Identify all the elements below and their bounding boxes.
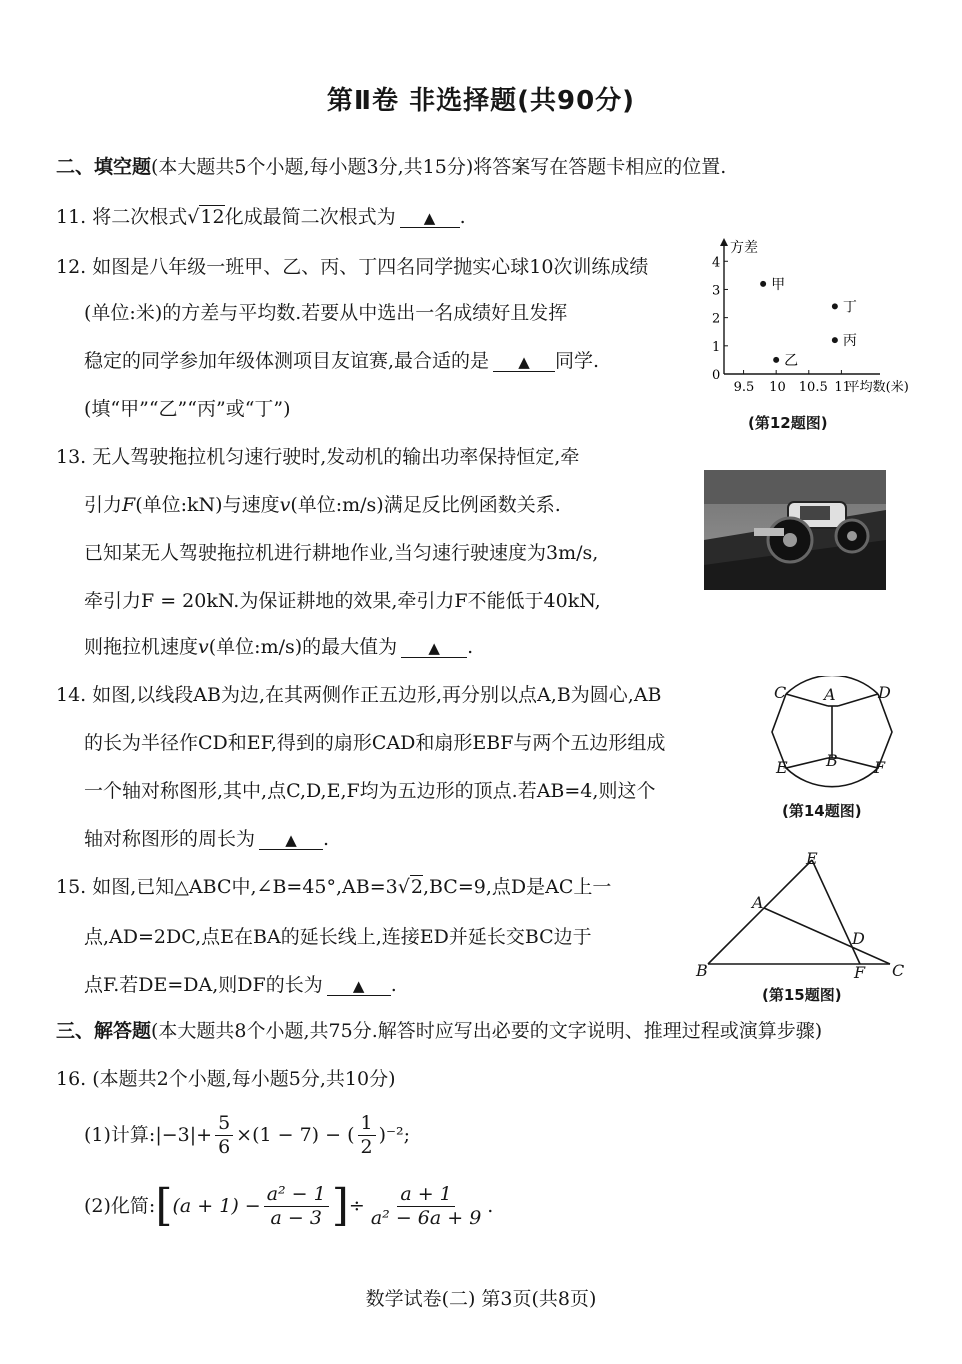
pentagon-left — [772, 694, 828, 768]
segment-EF — [812, 860, 860, 964]
section2-heading — [56, 156, 726, 179]
q15-caption: (第15题图) — [762, 986, 842, 1004]
section3-head: 三、解答题 — [56, 1020, 152, 1042]
period: . — [487, 1195, 494, 1217]
label-A: A — [824, 685, 836, 704]
y-tick-label: 0 — [712, 368, 721, 383]
q13-text: 引力 — [84, 494, 123, 516]
data-point — [773, 357, 779, 363]
x-tick-label: 11 — [834, 380, 851, 395]
q13-line4: 牵引力F = 20kN.为保证耕地的效果,牵引力F不能低于40kN, — [84, 590, 601, 612]
q11-radicand: 12 — [200, 206, 225, 228]
tractor-photo — [704, 470, 886, 590]
pentagon-left-top — [786, 694, 828, 706]
q14-line2: 的长为半径作CD和EF,得到的扇形CAD和扇形EBF与两个五边形组成 — [84, 732, 666, 754]
left-bracket: [ — [155, 1180, 173, 1231]
q16-p2-label: (2)化简: — [84, 1195, 156, 1217]
label-F: F — [854, 963, 866, 978]
q13-line1: 13. 无人驾驶拖拉机匀速行驶时,发动机的输出功率保持恒定,牵 — [56, 446, 580, 468]
frac-den: a² − 6a + 9 — [370, 1206, 482, 1229]
label-D: D — [852, 929, 865, 948]
q13-text: (单位:m/s)的最大值为 — [208, 636, 398, 658]
q12-line3-text: 稳定的同学参加年级体测项目友谊赛,最合适的是 — [84, 350, 490, 372]
answer-blank: ▲ — [259, 832, 323, 850]
q16-part2 — [84, 1180, 493, 1233]
label-F: F — [874, 758, 886, 777]
y-axis-arrow — [720, 238, 728, 246]
q16-head: 16. (本题共2个小题,每小题5分,共10分) — [56, 1068, 396, 1090]
frac-num: 5 — [215, 1112, 233, 1136]
frac-den: 2 — [360, 1135, 373, 1158]
q15-line2: 点,AD=2DC,点E在BA的延长线上,连接ED并延长交BC边于 — [84, 926, 592, 948]
frac-den: 6 — [218, 1135, 231, 1158]
frac-num: a² − 1 — [264, 1183, 329, 1207]
fraction — [264, 1183, 329, 1230]
x-tick-label: 10.5 — [798, 380, 828, 395]
label-A: A — [752, 893, 764, 912]
fraction — [215, 1112, 233, 1159]
y-tick-label: 2 — [712, 311, 721, 327]
label-E: E — [776, 758, 788, 777]
fraction — [358, 1112, 376, 1159]
frac-num: 1 — [358, 1112, 376, 1136]
pentagon-right — [838, 694, 892, 768]
label-E: E — [806, 850, 818, 868]
q16-p1-exp: )⁻²; — [378, 1123, 411, 1146]
q15-text: ,BC=9,点D是AC上一 — [422, 876, 612, 898]
divide-sign: ÷ — [348, 1195, 365, 1217]
page-footer: 数学试卷(二) 第3页(共8页) — [365, 1288, 597, 1310]
q12-line3-post: 同学. — [555, 350, 600, 372]
frac-num: a + 1 — [397, 1183, 454, 1207]
q14-caption: (第14题图) — [782, 802, 862, 820]
sqrt-symbol: √ — [187, 206, 200, 228]
q11-text: 11. 将二次根式 — [56, 206, 188, 228]
q15-figure — [694, 850, 910, 978]
point-label: 丙 — [842, 333, 857, 350]
data-point — [832, 303, 838, 309]
y-tick-label: 4 — [712, 255, 721, 271]
q13-line3: 已知某无人驾驶拖拉机进行耕地作业,当匀速行驶速度为3m/s, — [84, 542, 599, 564]
arc-EF — [786, 768, 878, 787]
x-tick-label: 9.5 — [733, 380, 755, 395]
label-B: B — [826, 751, 838, 770]
y-tick-label: 3 — [712, 283, 721, 299]
q16-p1-mid: ×(1 − 7) − ( — [236, 1123, 355, 1146]
q12-line4: (填“甲”“乙”“丙”或“丁”) — [84, 398, 291, 420]
q13-line2 — [84, 494, 561, 517]
q14-line4-text: 轴对称图形的周长为 — [84, 828, 256, 850]
q15-line3: 点F.若DE=DA,则DF的长为 ▲ . — [84, 974, 397, 996]
q16-p1-abs: |−3|+ — [155, 1123, 213, 1146]
label-C: C — [892, 961, 905, 978]
section2-head: 二、填空题 — [56, 156, 152, 178]
right-bracket: ] — [331, 1180, 349, 1231]
q14-line4: 轴对称图形的周长为 ▲ . — [84, 828, 330, 850]
q15-text: 15. 如图,已知△ABC中,∠B=45°,AB=3 — [56, 876, 398, 898]
q12-caption: (第12题图) — [748, 414, 828, 432]
section2-desc: (本大题共5个小题,每小题3分,共15分)将答案写在答题卡相应的位置. — [151, 156, 727, 178]
x-tick-label: 10 — [769, 380, 786, 395]
q14-figure — [766, 676, 900, 796]
q12-scatter-chart — [690, 236, 930, 404]
data-point — [760, 281, 766, 287]
q11-text-post: 化成最简二次根式为 — [224, 206, 396, 228]
point-label: 甲 — [771, 276, 786, 293]
point-label: 乙 — [784, 352, 799, 369]
section3-desc: (本大题共8个小题,共75分.解答时应写出必要的文字说明、推理过程或演算步骤) — [151, 1020, 823, 1042]
point-label: 丁 — [842, 299, 857, 316]
q12-line1: 12. 如图是八年级一班甲、乙、丙、丁四名同学抛实心球10次训练成绩 — [56, 256, 649, 278]
q14-line1: 14. 如图,以线段AB为边,在其两侧作正五边形,再分别以点A,B为圆心,AB — [56, 684, 662, 706]
data-point — [832, 337, 838, 343]
q16-part1 — [84, 1112, 410, 1159]
q13-text: (单位:m/s)满足反比例函数关系. — [290, 494, 561, 516]
q16-p2-a: (a + 1) − — [172, 1195, 261, 1217]
q13-text: (单位:kN)与速度 — [135, 494, 280, 516]
q15-radicand: 2 — [410, 876, 423, 898]
answer-blank: ▲ — [493, 354, 555, 372]
x-axis-label: 平均数(米) — [846, 380, 909, 395]
q15-line3-text: 点F.若DE=DA,则DF的长为 — [84, 974, 323, 996]
q13-var-v: v — [279, 494, 291, 516]
y-axis-label: 方差 — [730, 240, 758, 256]
answer-blank: ▲ — [401, 640, 467, 658]
label-B: B — [696, 961, 708, 978]
label-C: C — [774, 683, 787, 702]
pentagon-right-top — [838, 694, 878, 706]
q15-line1 — [56, 876, 611, 899]
frac-den: a − 3 — [270, 1206, 322, 1229]
q13-text: 则拖拉机速度 — [84, 636, 199, 658]
segment-BE — [708, 860, 812, 964]
question-11: 11. 将二次根式√12化成最简二次根式为 ▲ . — [56, 206, 466, 228]
answer-blank: ▲ — [327, 978, 391, 996]
sqrt-symbol: √ — [397, 876, 410, 898]
q13-var-F: F — [122, 494, 136, 516]
q13-line5: 则拖拉机速度v(单位:m/s)的最大值为 ▲ . — [84, 636, 474, 658]
q12-line2: (单位:米)的方差与平均数.若要从中选出一名成绩好且发挥 — [84, 302, 568, 324]
fraction — [368, 1183, 484, 1230]
segment-AC — [764, 908, 890, 964]
q16-p1-label: (1)计算: — [84, 1123, 156, 1146]
page-title: 第Ⅱ卷 非选择题(共90分) — [326, 86, 636, 116]
label-D: D — [878, 683, 891, 702]
answer-blank: ▲ — [400, 210, 460, 228]
q14-line3: 一个轴对称图形,其中,点C,D,E,F均为五边形的顶点.若AB=4,则这个 — [84, 780, 656, 802]
y-tick-label: 1 — [712, 339, 721, 355]
section3-heading — [56, 1020, 822, 1043]
q12-line3 — [84, 350, 599, 373]
q13-var-v: v — [198, 636, 209, 658]
